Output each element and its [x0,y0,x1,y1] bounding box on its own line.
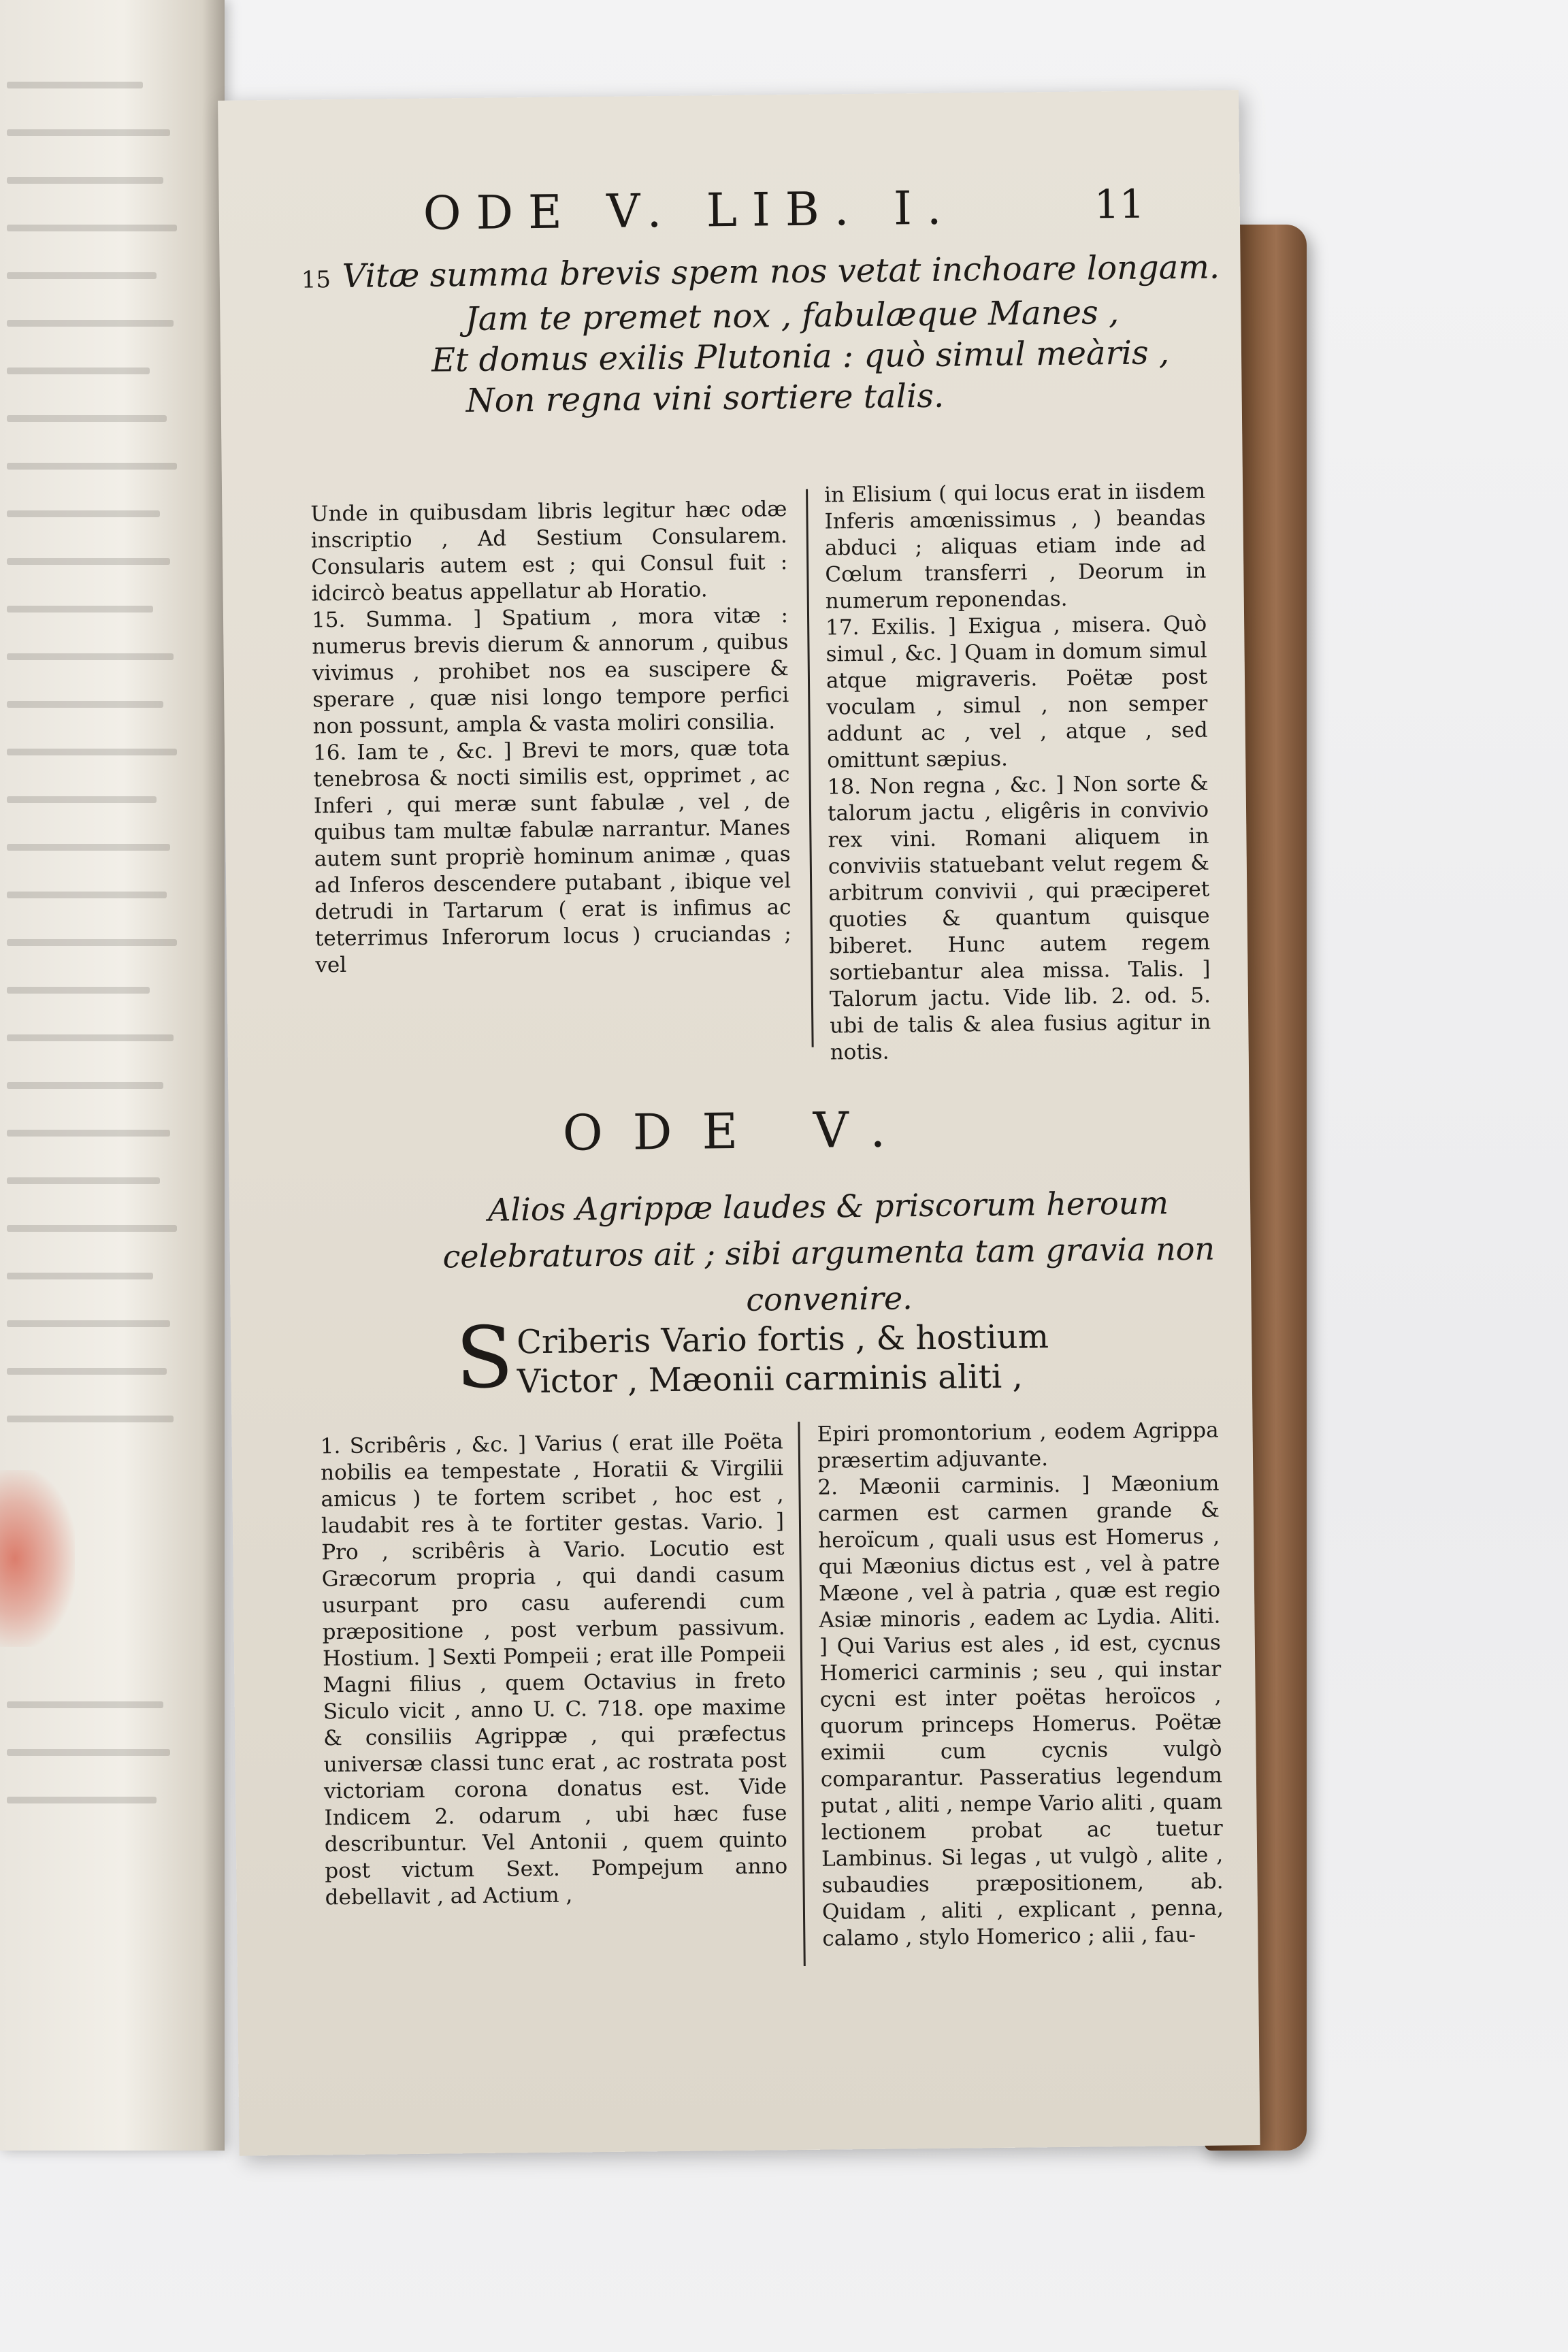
verse-line: Victor , Mæonii carminis aliti , [517,1357,1023,1401]
note-paragraph: 17. Exilis. ] Exigua , misera. Quò simul , &c. ] Quam in domum simul atque migraveris. Poëtæ post voculam , simul , non semper addunt ac , vel , atque , sed omittunt sæpius. [826,611,1208,773]
page-number: 11 [1094,180,1145,228]
red-stamp-mark [0,1470,75,1647]
left-page-curl [0,0,225,2151]
verse-line: Criberis Vario fortis , & hostium [516,1318,1049,1362]
note-paragraph: 2. Mæonii carminis. ] Mæonium carmen est carmen grande & heroïcum , quali usus est Homerus , qui Mæonius dictus est , vel à patre Mæone , vel à patria , quæ est regio Asiæ minoris , eadem ac Lydia. Aliti. ] Qui Varius est ales , id est, cycnus Homerici carminis ; seu , qui instar cycni est inter poëtas heroïcos , quorum princeps Homerus. Poëtæ eximii cum cycnis vulgò comparantur. Passeratius legendum putat , aliti , nempe Vario aliti , quam lectionem probat ac tuetur Lambinus. Si legas , ut vulgò , alite , subaudies præpositionem, ab. Quidam , aliti , explicant , penna, calamo , stylo Homerico ; alii , fau- [817,1471,1224,1951]
verse-line: Non regna vini sortiere talis. [466,376,945,421]
note-paragraph: Unde in quibusdam libris legitur hæc odæ inscriptio , Ad Sestium Consularem. Consularis autem est ; qui Consul fuit : idcircò beatus appellatur ab Horatio. [310,497,788,606]
ode-opening-lines [462,1315,1245,1402]
notes-right-bottom [817,1418,1224,1953]
note-paragraph: 1. Scribêris , &c. ] Varius ( erat ille Poëta nobilis ea tempestate , Horatii & Virgilii amicus ) te fortem scribet , hoc est , laudabit res à te fortiter gestas. Vario. ] Pro , scribêris à Vario. Locutio est Græcorum propria , qui dandi casum usurpant pro casu auferendi cum præpositione , post verbum passivum. Hostium. ] Sexti Pompeii ; erat ille Pompeii Magni filius , quem Octavius in freto Siculo vicit , anno U. C. 718. ope maxime & consiliis Agrippæ , qui præfectus universæ classi tunc erat , ac rostrata post victoriam corona donatus est. Vide Indicem 2. odarum , ubi hæc fuse describuntur. Vel Antonii , quem quinto post victum Sext. Pompejum anno debellavit , ad Actium , [320,1429,788,1910]
note-paragraph: 16. Iam te , &c. ] Brevi te mors, quæ tota tenebrosa & nocti similis est, opprimet , ac Inferi , qui meræ sunt fabulæ , vel , de quibus tam multæ fabulæ narrantur. Manes autem sunt propriè hominum animæ , quas ad Inferos descendere putabant , ibique vel detrudi in Tartarum ( erat is infimus ac teterrimus Inferorum locus ) cruciandas ; vel [312,736,792,978]
book-page [218,90,1260,2156]
note-paragraph: 15. Summa. ] Spatium , mora vitæ : numerus brevis dierum & annorum , quibus vivimus , prohibet nos ea suscipere & sperare , quæ nisi longo tempore perfici non possunt, ampla & vasta moliri consilia. [311,603,789,739]
column-rule [798,1422,805,1966]
drop-cap: S [455,1309,514,1408]
ode-argument: Alios Agrippæ laudes & priscorum heroum celebraturos ait ; sibi argumenta tam gravia non convenire. [442,1184,1215,1318]
note-paragraph: 18. Non regna , &c. ] Non sorte & talorum jactu , eligêris in convivio rex vini. Romani aliquem in conviviis statuebant velut regem & arbitrum convivii , qui præciperet quoties & quantum quisque biberet. Hunc autem regem sortiebantur alea missa. Talis. ] Talorum jactu. Vide lib. 2. od. 5. ubi de talis & alea fusius agitur in notis. [827,770,1211,1065]
verse-line: Et domus exilis Plutonia : quò simul meàris , [431,333,1170,380]
verse-line: 15 Vitæ summa brevis spem nos vetat inchoare longam. [301,248,1220,295]
notes-left-bottom [321,1428,788,1911]
ode-title: ODE V. [562,1100,916,1162]
top-verse [301,247,1220,423]
verse-line: Jam te premet nox , fabulæque Manes , [465,293,1120,339]
note-paragraph: in Elisium ( qui locus erat in iisdem Inferis amœnissimus , ) beandas abduci ; aliquas etiam inde ad Cœlum transferri , Deorum in numerum reponendas. [823,478,1207,614]
notes-right-top [824,478,1211,1066]
column-rule [806,489,814,1047]
running-head: ODE V. LIB. I. [423,181,957,241]
note-paragraph: Epiri promontorium , eodem Agrippa præsertim adjuvante. [817,1418,1219,1473]
notes-left-top [310,496,791,979]
